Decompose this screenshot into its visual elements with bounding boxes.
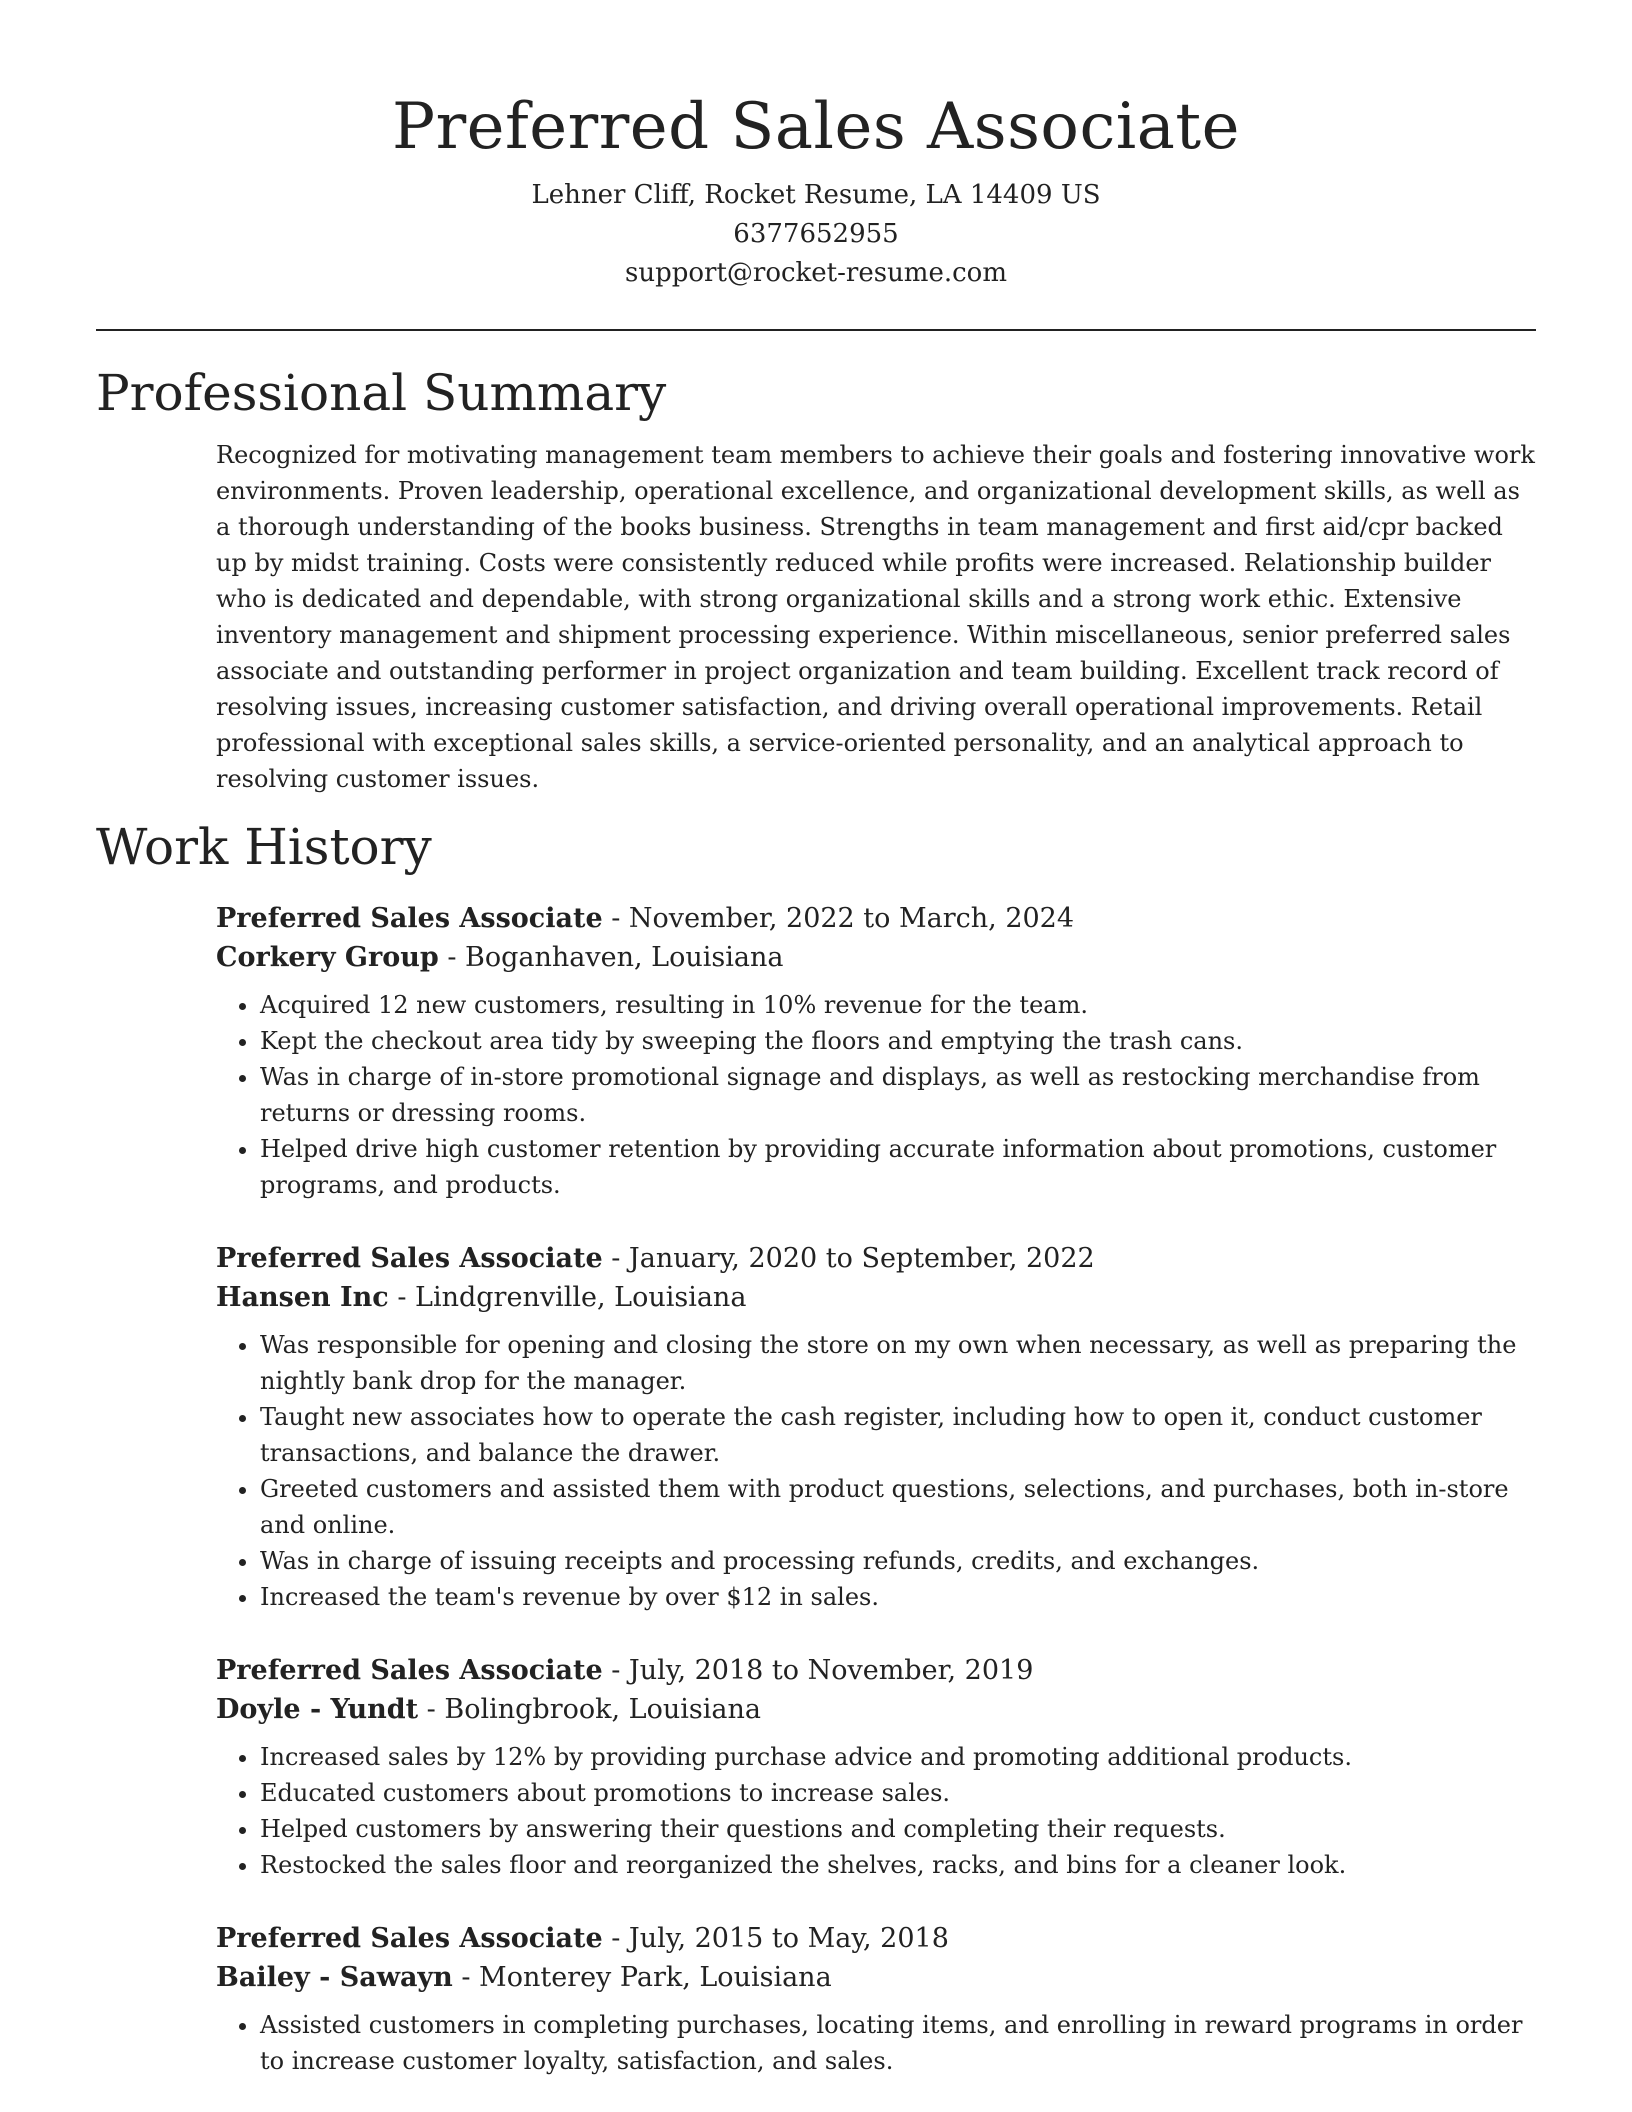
resume-header xyxy=(96,0,1536,293)
job-location: - Boganhaven, Louisiana xyxy=(438,942,784,973)
job-location: - Monterey Park, Louisiana xyxy=(452,1962,832,1993)
summary-section xyxy=(96,363,1536,797)
job-company-line xyxy=(216,1278,1536,1317)
candidate-name: Preferred Sales Associate xyxy=(392,90,1240,164)
job-location: - Lindgrenville, Louisiana xyxy=(388,1282,747,1313)
resume-page xyxy=(96,0,1536,2079)
job-dates: - July, 2015 to May, 2018 xyxy=(602,1923,949,1954)
job-role: Preferred Sales Associate xyxy=(216,1243,603,1274)
job-bullet: • Kept the checkout area tidy by sweeping the floors and emptying the trash cans. xyxy=(260,1023,1536,1059)
job-dates: - July, 2018 to November, 2019 xyxy=(602,1655,1034,1686)
job-entry xyxy=(216,1239,1536,1615)
job-bullet: • Was in charge of in-store promotional signage and displays, as well as restocking merchandise from returns or dressing rooms. xyxy=(260,1059,1536,1131)
job-bullet: • Helped drive high customer retention by providing accurate information about promotions, customer programs, and products. xyxy=(260,1131,1536,1203)
summary-text: Recognized for motivating management team members to achieve their goals and fostering innovative work environments. Proven leadership, operational excellence, and organizational development skills, as well as a thorough understanding of the books business. Strengths in team management and first aid/cpr backed up by midst training. Costs were consistently reduced while profits were increased. Relationship builder who is dedicated and dependable, with strong organizational skills and a strong work ethic. Extensive inventory management and shipment processing experience. Within miscellaneous, senior preferred sales associate and outstanding performer in project organization and team building. Excellent track record of resolving issues, increasing customer satisfaction, and driving overall operational improvements. Retail professional with exceptional sales skills, a service-oriented personality, and an analytical approach to resolving customer issues. xyxy=(216,441,1535,793)
job-bullet: • Greeted customers and assisted them with product questions, selections, and purchases, both in-store and online. xyxy=(260,1471,1536,1543)
job-title-line xyxy=(216,1919,1536,1958)
work-history-section xyxy=(96,817,1536,2079)
job-company: Doyle - Yundt xyxy=(216,1694,419,1725)
job-bullets xyxy=(216,2007,1536,2079)
job-bullet: • Increased sales by 12% by providing purchase advice and promoting additional products. xyxy=(260,1739,1536,1775)
job-company: Bailey - Sawayn xyxy=(216,1962,453,1993)
job-bullets xyxy=(216,987,1536,1203)
job-bullets xyxy=(216,1327,1536,1615)
job-title-line xyxy=(216,1651,1536,1690)
job-bullet: • Restocked the sales floor and reorganized the shelves, racks, and bins for a cleaner look. xyxy=(260,1847,1536,1883)
email-address: support@rocket-resume.com xyxy=(624,258,1007,288)
job-dates: - January, 2020 to September, 2022 xyxy=(602,1243,1095,1274)
job-bullet: • Helped customers by answering their questions and completing their requests. xyxy=(260,1811,1536,1847)
job-bullet: • Assisted customers in completing purchases, locating items, and enrolling in reward programs in order to increase customer loyalty, satisfaction, and sales. xyxy=(260,2007,1536,2079)
job-location: - Bolingbrook, Louisiana xyxy=(418,1694,761,1725)
job-dates: - November, 2022 to March, 2024 xyxy=(602,903,1075,934)
address: Lehner Cliff, Rocket Resume, LA 14409 US xyxy=(531,180,1101,210)
job-entry xyxy=(216,899,1536,1203)
job-entry xyxy=(216,1919,1536,2079)
job-role: Preferred Sales Associate xyxy=(216,1655,603,1686)
job-bullet: • Taught new associates how to operate the cash register, including how to open it, conduct customer transactions, and balance the drawer. xyxy=(260,1399,1536,1471)
job-bullet: • Was responsible for opening and closing the store on my own when necessary, as well as preparing the nightly bank drop for the manager. xyxy=(260,1327,1536,1399)
job-title-line xyxy=(216,899,1536,938)
job-company-line xyxy=(216,1690,1536,1729)
header-divider xyxy=(96,329,1536,331)
summary-heading: Professional Summary xyxy=(96,364,667,422)
job-entry xyxy=(216,1651,1536,1883)
phone-number: 6377652955 xyxy=(733,219,899,249)
job-title-line xyxy=(216,1239,1536,1278)
contact-info xyxy=(96,176,1536,293)
job-bullet: • Acquired 12 new customers, resulting in 10% revenue for the team. xyxy=(260,987,1536,1023)
job-bullets xyxy=(216,1739,1536,1883)
job-company: Hansen Inc xyxy=(216,1282,389,1313)
job-bullet: • Educated customers about promotions to increase sales. xyxy=(260,1775,1536,1811)
job-role: Preferred Sales Associate xyxy=(216,1923,603,1954)
job-role: Preferred Sales Associate xyxy=(216,903,603,934)
job-bullet: • Was in charge of issuing receipts and processing refunds, credits, and exchanges. xyxy=(260,1543,1536,1579)
work-history-heading: Work History xyxy=(96,818,432,876)
job-company-line xyxy=(216,1958,1536,1997)
job-company-line xyxy=(216,938,1536,977)
job-bullet: • Increased the team's revenue by over $12 in sales. xyxy=(260,1579,1536,1615)
job-company: Corkery Group xyxy=(216,942,439,973)
